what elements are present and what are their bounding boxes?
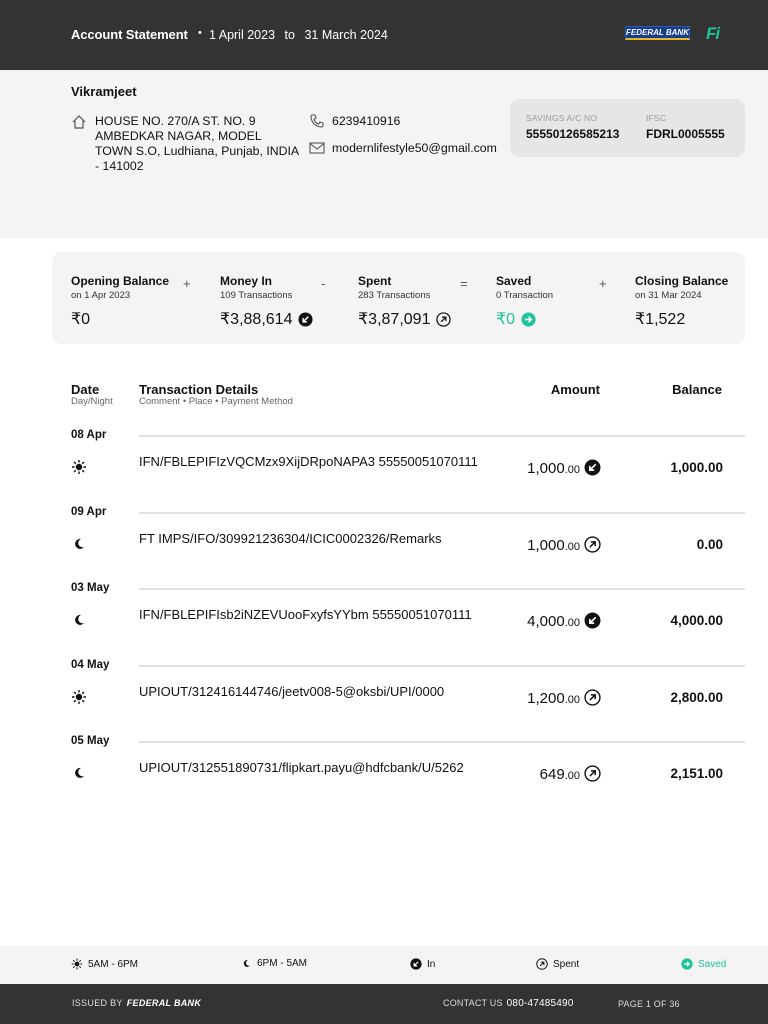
amount-main: 1,000 <box>527 460 565 477</box>
transaction-balance: 1,000.00 <box>670 460 723 475</box>
transaction-details: FT IMPS/IFO/309921236304/ICIC0002326/Remarks <box>139 531 442 546</box>
period-from: 1 April 2023 <box>209 28 276 42</box>
title-separator: • <box>198 27 202 39</box>
transaction-details: IFN/FBLEPIFIzVQCMzx9XijDRpoNAPA3 55550051070111 <box>139 454 478 469</box>
money-in-icon <box>298 312 313 327</box>
closing-label: Closing Balance <box>635 274 729 288</box>
spent-icon <box>436 312 451 327</box>
page-number: PAGE 1 OF 36 <box>618 999 680 1009</box>
statement-header <box>0 0 768 70</box>
money-in-icon <box>410 958 422 970</box>
saved-icon <box>681 958 693 970</box>
sun-icon <box>71 459 87 475</box>
date-subheader: Day/Night <box>71 396 113 407</box>
legend-saved-label: Saved <box>698 958 727 970</box>
details-header: Transaction Details <box>139 382 259 397</box>
mail-icon <box>309 141 325 155</box>
spent-label: Spent <box>358 274 392 288</box>
closing-sub: on 31 Mar 2024 <box>635 290 702 301</box>
transaction-amount <box>460 460 580 477</box>
saved-label: Saved <box>496 274 532 288</box>
money-in-sub: 109 Transactions <box>220 290 293 301</box>
contact-us <box>443 998 574 1009</box>
customer-email: modernlifestyle50@gmail.com <box>332 141 497 155</box>
amount-decimal: .00 <box>564 694 580 706</box>
transaction-amount <box>460 537 580 554</box>
opening-value: ₹0 <box>71 311 91 328</box>
home-icon <box>71 114 87 130</box>
amount-main: 649 <box>539 766 565 783</box>
row-date: 03 May <box>71 582 110 594</box>
transaction-amount <box>460 613 580 630</box>
sun-icon <box>71 958 83 970</box>
legend-in-label: In <box>427 958 436 970</box>
transaction-details: IFN/FBLEPIFIsb2iNZEVUooFxyfsYYbm 55550051070111 <box>139 607 472 622</box>
closing-balance <box>635 274 728 329</box>
transaction-amount <box>460 690 580 707</box>
moon-icon <box>71 765 87 781</box>
balance-header: Balance <box>672 382 722 397</box>
customer-name: Vikramjeet <box>71 84 137 99</box>
period-to: 31 March 2024 <box>304 28 388 42</box>
sun-icon <box>71 689 87 705</box>
balance-summary <box>52 252 745 344</box>
row-date: 08 Apr <box>71 429 107 441</box>
money-in-value: ₹3,88,614 <box>220 311 293 328</box>
moon-icon <box>241 958 252 969</box>
details-subheader: Comment • Place • Payment Method <box>139 396 293 407</box>
transaction-balance: 0.00 <box>696 537 723 552</box>
ifsc-label: IFSC <box>646 113 667 123</box>
customer-address: HOUSE NO. 270/A ST. NO. 9 AMBEDKAR NAGAR, MODEL TOWN S.O, Ludhiana, Punjab, INDIA - 141002 <box>95 114 299 173</box>
amount-header: Amount <box>550 382 600 397</box>
plus-operator-2: + <box>599 276 607 291</box>
contact-phone: 080-47485490 <box>506 998 574 1009</box>
savings-number: 55550126585213 <box>526 127 620 141</box>
transaction-balance: 4,000.00 <box>670 613 723 628</box>
row-date: 09 Apr <box>71 506 107 518</box>
customer-info <box>0 70 768 238</box>
legend-saved <box>681 958 726 970</box>
amount-decimal: .00 <box>564 541 580 553</box>
row-date: 04 May <box>71 659 110 671</box>
legend-night <box>241 958 307 969</box>
contact-label: CONTACT US <box>443 998 503 1008</box>
fi-logo: Fi <box>706 24 720 43</box>
issued-by-label: ISSUED BY <box>72 998 123 1008</box>
plus-operator: + <box>183 276 191 291</box>
money-in <box>220 274 313 329</box>
row-divider <box>139 512 745 514</box>
equals-operator: = <box>460 276 468 291</box>
transaction-balance: 2,151.00 <box>670 766 723 781</box>
amount-decimal: .00 <box>564 464 580 476</box>
spent-sub: 283 Transactions <box>358 290 431 301</box>
opening-sub: on 1 Apr 2023 <box>71 290 131 301</box>
statement-period <box>209 28 394 42</box>
money-in-label: Money In <box>220 274 273 288</box>
saved-icon <box>521 312 536 327</box>
saved <box>496 274 553 329</box>
issued-bank: FEDERAL BANK <box>126 998 202 1008</box>
moon-icon <box>71 612 87 628</box>
legend-night-label: 6PM - 5AM <box>257 958 308 969</box>
icon-legend <box>0 946 768 984</box>
transaction-balance: 2,800.00 <box>670 690 723 705</box>
legend-day-label: 5AM - 6PM <box>88 958 139 970</box>
closing-value: ₹1,522 <box>635 311 686 328</box>
ifsc-code: FDRL0005555 <box>646 127 725 141</box>
issued-by <box>72 998 201 1008</box>
legend-spent <box>536 958 579 970</box>
row-divider <box>139 588 745 590</box>
saved-value: ₹0 <box>496 311 516 328</box>
account-box <box>510 99 745 157</box>
customer-phone: 6239410916 <box>332 114 401 128</box>
federal-bank-logo: FEDERAL BANK <box>625 26 690 40</box>
row-divider <box>139 435 745 437</box>
amount-main: 1,000 <box>527 537 565 554</box>
amount-main: 4,000 <box>527 613 565 630</box>
amount-main: 1,200 <box>527 690 565 707</box>
minus-operator: - <box>321 276 326 291</box>
transaction-details: UPIOUT/312416144746/jeetv008-5@oksbi/UPI/0000 <box>139 684 445 699</box>
legend-in <box>410 958 435 970</box>
transaction-amount <box>460 766 580 783</box>
spent <box>358 274 451 329</box>
amount-decimal: .00 <box>564 770 580 782</box>
spent-value: ₹3,87,091 <box>358 311 431 328</box>
phone-icon <box>309 113 325 129</box>
legend-day <box>71 958 138 970</box>
transaction-details: UPIOUT/312551890731/flipkart.payu@hdfcbank/U/5262 <box>139 760 464 775</box>
opening-label: Opening Balance <box>71 274 170 288</box>
row-date: 05 May <box>71 735 110 747</box>
page-footer <box>0 984 768 1024</box>
row-divider <box>139 741 745 743</box>
statement-title: Account Statement <box>71 27 188 42</box>
saved-sub: 0 Transaction <box>496 290 554 301</box>
amount-decimal: .00 <box>564 617 580 629</box>
period-to-word: to <box>284 28 295 42</box>
date-header: Date <box>71 382 100 397</box>
moon-icon <box>71 536 87 552</box>
savings-label: SAVINGS A/C NO <box>526 113 598 123</box>
row-divider <box>139 665 745 667</box>
spent-icon <box>536 958 548 970</box>
legend-spent-label: Spent <box>553 958 580 970</box>
opening-balance <box>71 274 169 329</box>
